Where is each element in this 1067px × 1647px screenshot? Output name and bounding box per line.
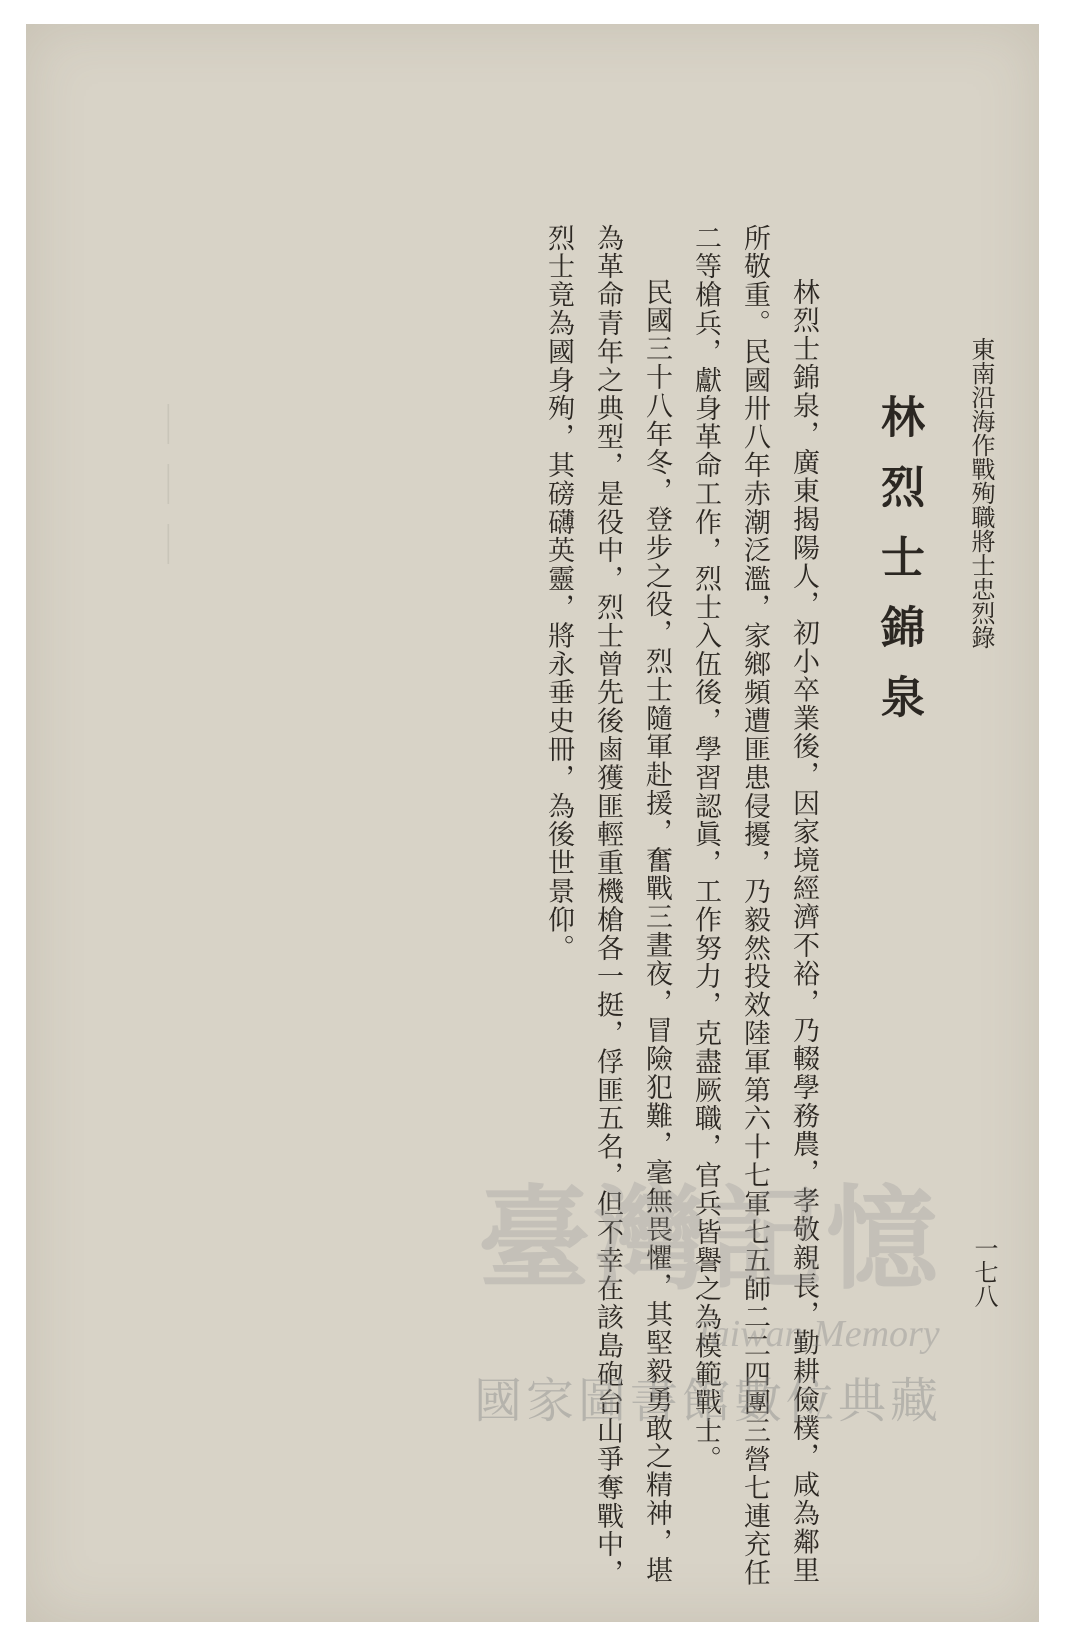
article-title: 林烈士錦泉 [873, 394, 924, 744]
paragraph-2: 民國三十八年冬，登步之役，烈士隨軍赴援，奮戰三晝夜，冒險犯難，毫無畏懼，其堅毅勇敢之精神，堪為革命青年之典型，是役中，烈士曾先後鹵獲匪輕重機槍各一挺，俘匪五名，但不幸在該島砲台山爭奪戰中，烈士竟為國身殉，其磅礴英靈，將永垂史冊，為後世景仰。 [543, 224, 672, 1588]
paragraph-1: 林烈士錦泉，廣東揭陽人，初小卒業後，因家境經濟不裕，乃輟學務農，孝敬親長，勤耕儉樸，咸為鄰里所敬重。民國卅八年赤潮泛濫，家鄉頻遭匪患侵擾，乃毅然投效陸軍第六十七軍七五師二二四團三營七連充任二等槍兵，獻身革命工作，烈士入伍後，學習認眞，工作努力，克盡厥職，官兵皆譽之為模範戰士。 [690, 224, 819, 1588]
page-number: 一七八 [970, 1236, 998, 1308]
watermark-chinese: 國家圖書館數位典藏 [474, 1373, 943, 1429]
watermark-logo-text: 臺灣記憶 [478, 1174, 942, 1305]
show-through-text: ＿＿＿ [161, 404, 207, 584]
running-head: 東南沿海作戰殉職將士忠烈錄 [967, 337, 995, 649]
watermark-english: Taiwan Memory [693, 1313, 940, 1355]
